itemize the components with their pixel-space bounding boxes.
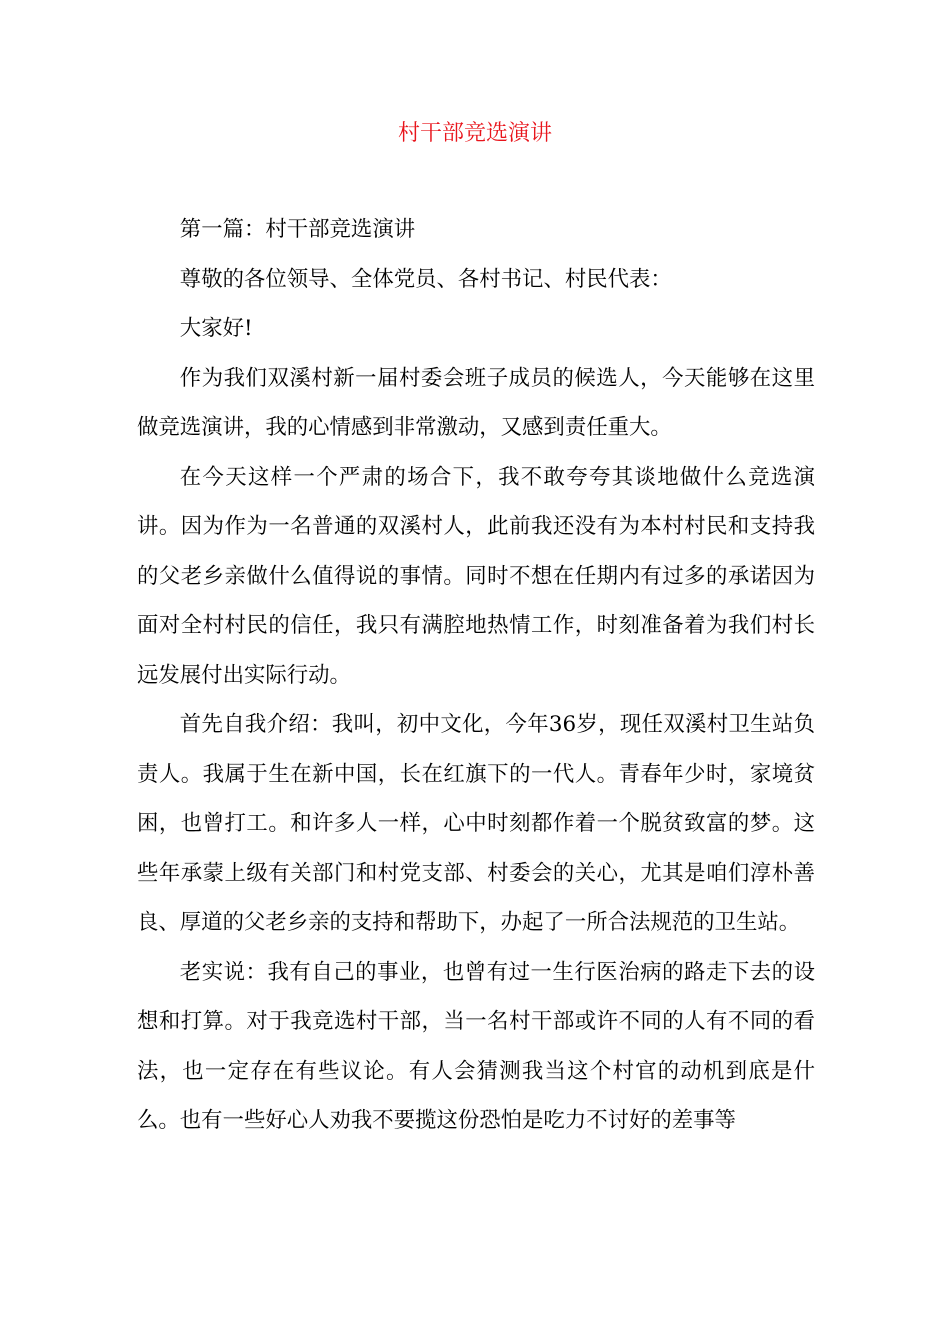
paragraph-greeting: 大家好!	[179, 316, 253, 341]
document-body	[137, 205, 815, 1146]
paragraph-body: 作为我们双溪村新一届村委会班子成员的候选人，今天能够在这里做竞选演讲，我的心情感到非常激动，又感到责任重大。	[137, 365, 815, 440]
paragraph-body: 首先自我介绍：我叫，初中文化，今年36岁，现任双溪村卫生站负责人。我属于生在新中国，长在红旗下的一代人。青春年少时，家境贫困，也曾打工。和许多人一样，心中时刻都作着一个脱贫致富的梦。这些年承蒙上级有关部门和村党支部、村委会的关心，尤其是咱们淳朴善良、厚道的父老乡亲的支持和帮助下，办起了一所合法规范的卫生站。	[137, 712, 815, 935]
paragraph-salutation: 尊敬的各位领导、全体党员、各村书记、村民代表：	[179, 266, 672, 292]
paragraph-body: 老实说：我有自己的事业，也曾有过一生行医治病的路走下去的设想和打算。对于我竞选村干部，当一名村干部或许不同的人有不同的看法，也一定存在有些议论。有人会猜测我当这个村官的动机到底是什么。也有一些好心人劝我不要揽这份恐怕是吃力不讨好的差事等	[137, 959, 815, 1133]
paragraph-body: 在今天这样一个严肃的场合下，我不敢夸夸其谈地做什么竞选演讲。因为作为一名普通的双溪村人，此前我还没有为本村村民和支持我的父老乡亲做什么值得说的事情。同时不想在任期内有过多的承诺因为面对全村村民的信任，我只有满腔地热情工作，时刻准备着为我们村长远发展付出实际行动。	[137, 464, 815, 688]
paragraph-chapter-heading: 第一篇：村干部竞选演讲	[179, 217, 416, 242]
document-title: 村干部竞选演讲	[397, 121, 552, 146]
